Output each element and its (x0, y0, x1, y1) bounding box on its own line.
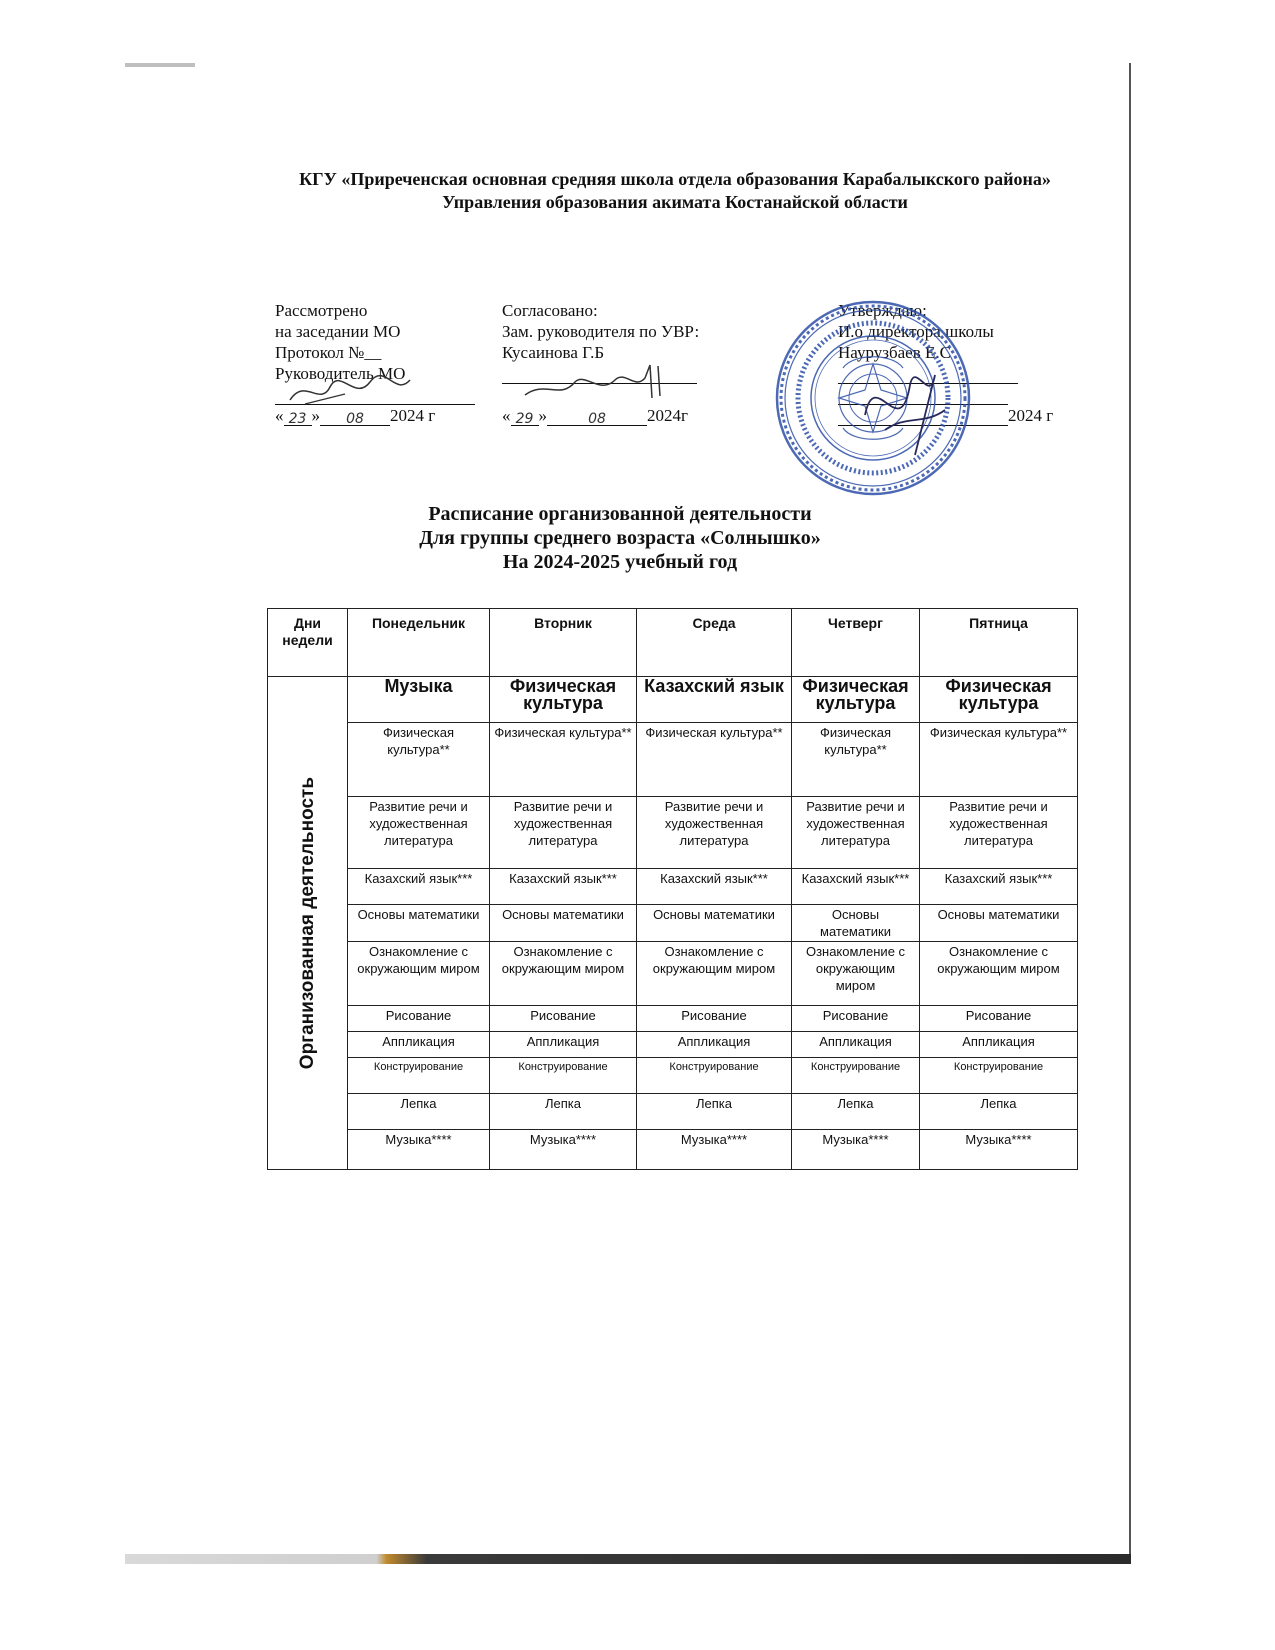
table-cell: Ознакомление с окружающим миром (920, 942, 1078, 1006)
table-row (268, 1130, 1078, 1170)
table-cell: Развитие речи и художественная литература (348, 797, 490, 869)
table-row (268, 723, 1078, 797)
schedule-title (320, 502, 920, 574)
corner-header: Дни недели (268, 609, 348, 677)
table-cell: Ознакомление с окружающим миром (792, 942, 920, 1006)
header-line-2: Управления образования акимата Костанайской области (442, 192, 908, 212)
table-cell: Конструирование (920, 1058, 1078, 1094)
title-line-1: Расписание организованной деятельности (428, 503, 812, 525)
table-cell: Основы математики (920, 905, 1078, 942)
table-cell: Лепка (348, 1094, 490, 1130)
reviewed-protocol: Протокол №__ (275, 343, 382, 362)
table-cell: Развитие речи и художественная литература (490, 797, 637, 869)
table-cell: Казахский язык*** (792, 869, 920, 905)
agreed-signature (520, 360, 670, 405)
agreed-name: Кусаинова Г.Б (502, 343, 605, 362)
document-header (260, 168, 1090, 214)
table-cell: Музыка**** (792, 1130, 920, 1170)
approved-label: Утверждаю: (838, 301, 927, 320)
table-cell: Физическая культура** (637, 723, 792, 797)
side-label: Организованная деятельность (297, 776, 318, 1070)
table-row (268, 797, 1078, 869)
table-cell: Физическая культура (792, 677, 920, 723)
reviewed-meeting: на заседании МО (275, 322, 401, 341)
table-cell: Музыка**** (920, 1130, 1078, 1170)
table-cell: Музыка**** (348, 1130, 490, 1170)
table-cell: Основы математики (490, 905, 637, 942)
table-cell: Лепка (920, 1094, 1078, 1130)
reviewed-date: « 23 » 08 2024 г (275, 406, 436, 427)
reviewed-signature (285, 372, 415, 412)
day-header-tuesday: Вторник (490, 609, 637, 677)
table-row (268, 1032, 1078, 1058)
agreed-label: Согласовано: (502, 301, 598, 320)
table-cell: Физическая культура** (792, 723, 920, 797)
table-cell: Рисование (792, 1006, 920, 1032)
table-cell: Казахский язык*** (348, 869, 490, 905)
title-line-3: На 2024-2025 учебный год (502, 551, 738, 573)
table-cell: Лепка (490, 1094, 637, 1130)
approved-date: 2024 г (838, 405, 1053, 426)
table-header-row (268, 609, 1078, 677)
table-cell: Аппликация (490, 1032, 637, 1058)
scan-edge-bottom (125, 1554, 1131, 1564)
table-cell: Казахский язык*** (490, 869, 637, 905)
day-header-thursday: Четверг (792, 609, 920, 677)
table-cell: Физическая культура (490, 677, 637, 723)
table-cell: Музыка**** (637, 1130, 792, 1170)
table-cell: Рисование (348, 1006, 490, 1032)
agreed-date: « 29 » 08 2024г (502, 406, 688, 427)
side-label-cell (268, 677, 348, 1170)
table-cell: Аппликация (920, 1032, 1078, 1058)
table-cell: Основы математики (637, 905, 792, 942)
table-cell: Рисование (490, 1006, 637, 1032)
table-cell: Основы математики (792, 905, 920, 942)
scan-edge-right (1129, 63, 1131, 1560)
table-cell: Казахский язык*** (637, 869, 792, 905)
table-row (268, 905, 1078, 942)
table-row (268, 869, 1078, 905)
table-cell: Ознакомление с окружающим миром (637, 942, 792, 1006)
reviewed-head: Руководитель МО (275, 364, 406, 383)
table-cell: Ознакомление с окружающим миром (490, 942, 637, 1006)
table-cell: Аппликация (792, 1032, 920, 1058)
table-cell: Аппликация (637, 1032, 792, 1058)
table-row (268, 942, 1078, 1006)
table-cell: Казахский язык (637, 677, 792, 723)
table-cell: Развитие речи и художественная литература (637, 797, 792, 869)
table-cell: Музыка**** (490, 1130, 637, 1170)
table-cell: Основы математики (348, 905, 490, 942)
table-row (268, 677, 1078, 723)
table-cell: Лепка (792, 1094, 920, 1130)
agreed-position: Зам. руководителя по УВР: (502, 322, 700, 341)
reviewed-label: Рассмотрено (275, 301, 368, 320)
table-row (268, 1058, 1078, 1094)
table-cell: Конструирование (490, 1058, 637, 1094)
table-cell: Конструирование (637, 1058, 792, 1094)
table-cell: Рисование (920, 1006, 1078, 1032)
table-cell: Развитие речи и художественная литература (920, 797, 1078, 869)
director-signature (845, 355, 955, 465)
table-cell: Рисование (637, 1006, 792, 1032)
table-cell: Физическая культура** (490, 723, 637, 797)
title-line-2: Для группы среднего возраста «Солнышко» (419, 527, 821, 549)
table-row (268, 1006, 1078, 1032)
table-cell: Физическая культура** (348, 723, 490, 797)
table-cell: Ознакомление с окружающим миром (348, 942, 490, 1006)
header-line-1: КГУ «Приреченская основная средняя школа отдела образования Карабалыкского района» (299, 169, 1051, 189)
day-header-wednesday: Среда (637, 609, 792, 677)
table-cell: Аппликация (348, 1032, 490, 1058)
table-cell: Физическая культура (920, 677, 1078, 723)
day-header-monday: Понедельник (348, 609, 490, 677)
table-row (268, 1094, 1078, 1130)
day-header-friday: Пятница (920, 609, 1078, 677)
table-cell: Физическая культура** (920, 723, 1078, 797)
table-cell: Лепка (637, 1094, 792, 1130)
table-cell: Музыка (348, 677, 490, 723)
scan-edge-top (125, 63, 195, 67)
schedule-table (267, 608, 1078, 1170)
approved-name: Наурузбаев Е.С (838, 343, 951, 362)
table-cell: Конструирование (348, 1058, 490, 1094)
table-cell: Конструирование (792, 1058, 920, 1094)
table-cell: Развитие речи и художественная литература (792, 797, 920, 869)
table-cell: Казахский язык*** (920, 869, 1078, 905)
approved-position: И.о директора школы (838, 322, 994, 341)
